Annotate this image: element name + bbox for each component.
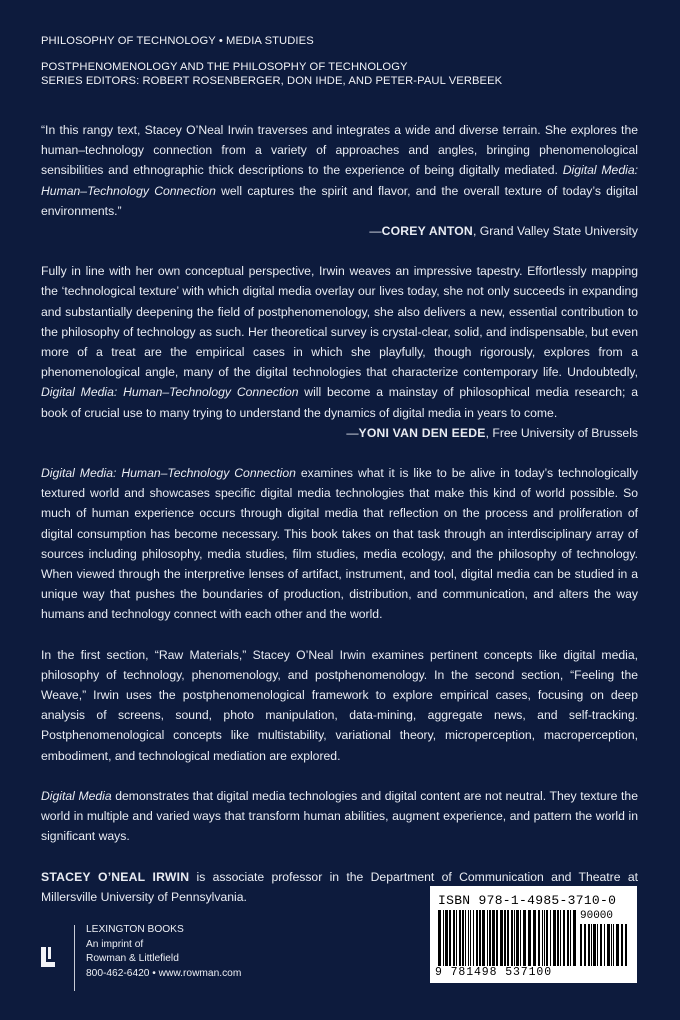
series-editors: SERIES EDITORS: ROBERT ROSENBERGER, DON IHDE, AND PETER-PAUL VERBEEK <box>41 75 503 87</box>
sections-text: In the first section, “Raw Materials,” Stacey O’Neal Irwin examines pertinent concepts like digital media, philosophy of technology, phenomenology, and postphenomenology. In the second section, “Feeling the Weave,” Irwin uses the postphenomenological framework to explore empirical cases, focusing on deep analysis of screens, sound, photo manipulation, data-mining, aggregate news, and self-tracking. Postphenomenological concepts like multistability, variational theory, microperception, macroperception, embodiment, and technological mediation are explored. <box>41 647 638 763</box>
endorser-affiliation: , Free University of Brussels <box>485 425 638 440</box>
endorsement-attribution <box>41 221 638 241</box>
publisher-imprint <box>41 925 301 995</box>
cover-copy <box>41 120 638 907</box>
endorsement-van-den-eede <box>41 261 638 443</box>
book-description <box>41 463 638 625</box>
author-name: STACEY O’NEAL IRWIN <box>41 869 190 884</box>
subject-line: PHILOSOPHY OF TECHNOLOGY • MEDIA STUDIES <box>41 35 314 47</box>
endorsement-anton <box>41 120 638 241</box>
parent-publisher: Rowman & Littlefield <box>86 953 179 965</box>
publisher-name: LEXINGTON BOOKS <box>86 924 184 935</box>
bio-text: is associate professor in the Department of Communication and Theatre at Millersville University of Pennsylvania. <box>41 869 638 904</box>
isbn-barcode <box>430 886 637 983</box>
endorser-name: COREY ANTON <box>381 224 473 239</box>
endorsement-quote <box>41 261 638 423</box>
book-title-italic: Digital Media: Human–Technology Connection <box>41 466 296 481</box>
divider <box>74 925 75 991</box>
attribution-dash: — <box>369 224 382 239</box>
quote-text: will become a mainstay of philosophical media research; a book of crucial use to many trying to understand the dynamics of digital media in years to come. <box>41 385 638 420</box>
publisher-contact: 800-462-6420 • www.rowman.com <box>86 967 242 979</box>
conclusion-paragraph <box>41 786 638 847</box>
description-text: examines what it is like to be alive in today’s technologically textured world and showcases specific digital media technologies that make this kind of world possible. So much of human experience occurs through digital media that reflection on the process and proliferation of digital consumption has become necessary. This book takes on that task through an interdisciplinary array of sources including philosophy, media studies, film studies, media ecology, and the philosophy of technology. When viewed through the interpretive lenses of artifact, instrument, and tool, digital media can be studied in a unique way that pushes the boundaries of production, distribution, and communication, and alters the way humans and technology connect with each other and the world. <box>41 466 639 622</box>
publisher-text <box>86 923 241 981</box>
ean-barcode-bars <box>438 910 578 966</box>
quote-text: Fully in line with her own conceptual perspective, Irwin weaves an impressive tapestry. Effortlessly mapping the ‘technological texture’ with which digital media overlay our lives today, she not only succeeds in expanding and substantially deepening the field of postphenomenology, she also delivers a new, essential contribution to the philosophy of technology as such. Her theoretical survey is crystal-clear, solid, and indispensable, but even more of a treat are the empirical cases in which she playfully, though rigorously, explores from a phenomenological angle, many of the digital technologies that characterize contemporary life. Undoubtedly, <box>41 264 638 380</box>
attribution-dash: — <box>346 425 359 440</box>
conclusion-text: demonstrates that digital media technologies and digital content are not neutral. They texture the world in multiple and varied ways that transform human abilities, augment experience, and pattern the world in significant ways. <box>41 788 638 844</box>
quote-text: well captures the spirit and flavor, and the overall texture of today’s digital environments.” <box>41 183 639 218</box>
quote-text: “In this rangy text, Stacey O’Neal Irwin traverses and integrates a wide and diverse terrain. She explores the human–technology connection from a variety of approaches and angles, bringing phenomenological sensibilities and ethnographic thick descriptions to the experience of being digitally mediated. <box>41 123 638 178</box>
series-header <box>41 34 502 88</box>
endorser-affiliation: , Grand Valley State University <box>472 224 638 239</box>
book-title-italic: Digital Media: Human–Technology Connection <box>41 385 299 400</box>
isbn-number: ISBN 978-1-4985-3710-0 <box>438 893 617 908</box>
endorser-name: YONI VAN DEN EEDE <box>358 425 486 440</box>
book-title-italic: Digital Media <box>41 788 112 803</box>
sections-summary <box>41 645 638 766</box>
price-barcode-bars <box>580 924 630 966</box>
endorsement-quote <box>41 120 638 221</box>
endorsement-attribution <box>41 423 638 443</box>
price-code: 90000 <box>580 910 614 922</box>
book-title-italic: Digital Media: Human–Technology Connection <box>41 163 638 198</box>
ean-digits: 9 781498 537100 <box>435 966 553 979</box>
lexington-logo-icon <box>41 947 55 967</box>
series-title: POSTPHENOMENOLOGY AND THE PHILOSOPHY OF TECHNOLOGY <box>41 61 408 73</box>
imprint-line: An imprint of <box>86 938 144 950</box>
